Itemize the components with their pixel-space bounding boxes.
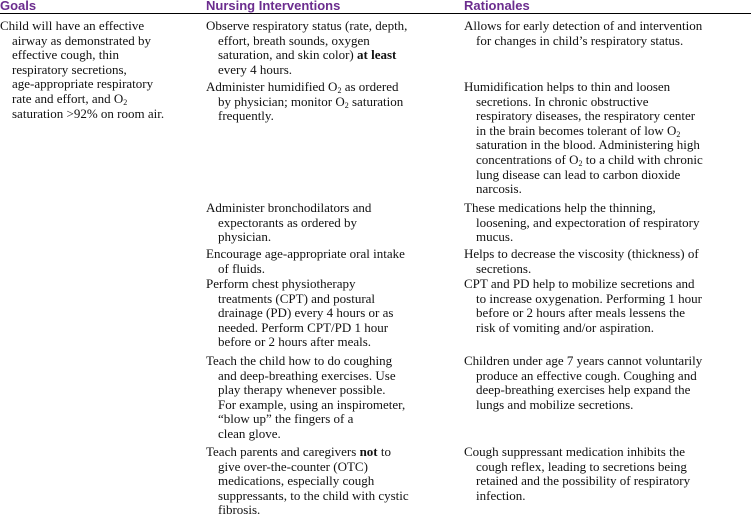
rationale-line: CPT and PD help to mobilize secretions and [464,276,695,291]
intervention-line: medications, especially cough [218,473,375,489]
intervention-line: expectorants as ordered by [218,214,357,230]
intervention-cell [206,445,409,518]
rationale-line: Children under age 7 years cannot voluntarily [464,353,703,368]
goal-cell [0,19,164,121]
intervention-line: saturation, and skin color) at least [218,47,397,63]
rationale-line: retained and the possibility of respiratory [476,473,691,489]
intervention-line: clean glove. [218,425,281,441]
rationale-line: loosening, and expectoration of respiratory [476,214,700,230]
rationale-line: produce an effective cough. Coughing and [476,367,697,383]
intervention-line: play therapy whenever possible. [218,382,386,398]
rationale-line: These medications help the thinning, [464,200,656,215]
rationale-line: for changes in child’s respiratory status. [476,32,684,48]
rationale-cell [464,201,699,245]
rationale-line: saturation in the blood. Administering high [476,137,700,153]
intervention-line: treatments (CPT) and postural [218,290,376,306]
rationale-line: Allows for early detection of and intervention [464,18,703,33]
rationale-line: in the brain becomes tolerant of low $O_2$ [476,122,681,139]
header-rationales: Rationales [464,0,530,13]
intervention-line: Perform chest physiotherapy [206,276,356,291]
rationale-line: respiratory diseases, the respiratory center [476,108,696,124]
intervention-line: fibrosis. [218,502,261,518]
rationale-cell [464,354,702,412]
rationale-line: lungs and mobilize secretions. [476,396,634,412]
rationale-cell [464,80,703,197]
goal-line: Child will have an effective [0,18,145,33]
intervention-cell [206,247,405,276]
intervention-line: before or 2 hours after meals. [218,334,372,350]
header-goals: Goals [0,0,37,13]
intervention-line: Administer bronchodilators and [206,200,372,215]
intervention-line: suppressants, to the child with cystic [218,487,409,503]
rationale-cell [464,277,702,335]
intervention-line: Teach the child how to do coughing [206,353,393,368]
rationale-line: infection. [476,487,526,503]
goal-line: age-appropriate respiratory [12,76,154,92]
rationale-line: risk of vomiting and/or aspiration. [476,319,655,335]
intervention-line: give over-the-counter (OTC) [218,458,368,474]
intervention-cell [206,19,407,77]
intervention-cell [206,277,393,350]
intervention-line: every 4 hours. [218,61,293,77]
rationale-line: secretions. [476,260,532,276]
goal-line: respiratory secretions, [12,61,127,77]
intervention-line: by physician; monitor $O_2$ saturation [218,93,404,110]
rationale-line: lung disease can lead to carbon dioxide [476,166,681,182]
intervention-line: “blow up” the fingers of a [218,411,354,427]
rationale-cell [464,247,699,276]
intervention-cell [206,201,371,245]
rationale-line: Helps to decrease the viscosity (thickness) of [464,246,699,261]
intervention-line: Encourage age-appropriate oral intake [206,246,405,261]
rationale-line: narcosis. [476,181,522,197]
intervention-line: of fluids. [218,260,265,276]
goal-line: saturation >92% on room air. [12,105,165,121]
intervention-line: Administer humidified $O_2$ as ordered [206,79,399,95]
intervention-cell [206,354,405,442]
intervention-line: physician. [218,229,272,245]
intervention-line: Observe respiratory status (rate, depth, [206,18,408,33]
header-rule [0,13,751,14]
goal-line: airway as demonstrated by [12,32,151,48]
rationale-line: Humidification helps to thin and loosen [464,79,671,94]
rationale-cell [464,445,690,503]
rationale-line: to increase oxygenation. Performing 1 hour [476,290,702,306]
header-nursing-interventions: Nursing Interventions [206,0,341,13]
rationale-line: deep-breathing exercises help expand the [476,382,691,398]
intervention-cell [206,80,403,124]
rationale-line: cough reflex, leading to secretions being [476,458,687,474]
intervention-line: and deep-breathing exercises. Use [218,367,396,383]
rationale-cell [464,19,702,48]
intervention-line: frequently. [218,108,274,124]
intervention-line: Teach parents and caregivers not to [206,444,391,459]
intervention-line: needed. Perform CPT/PD 1 hour [218,319,389,335]
rationale-line: mucus. [476,229,514,245]
rationale-line: before or 2 hours after meals lessens the [476,305,686,321]
intervention-line: drainage (PD) every 4 hours or as [218,305,394,321]
goal-line: rate and effort, and $O_2$ [12,90,128,107]
rationale-line: concentrations of $O_2$ to a child with chronic [476,151,703,168]
rationale-line: secretions. In chronic obstructive [476,93,649,109]
rationale-line: Cough suppressant medication inhibits the [464,444,685,459]
goal-line: effective cough, thin [12,47,119,63]
intervention-line: effort, breath sounds, oxygen [218,32,370,48]
intervention-line: For example, using an inspirometer, [218,396,406,412]
